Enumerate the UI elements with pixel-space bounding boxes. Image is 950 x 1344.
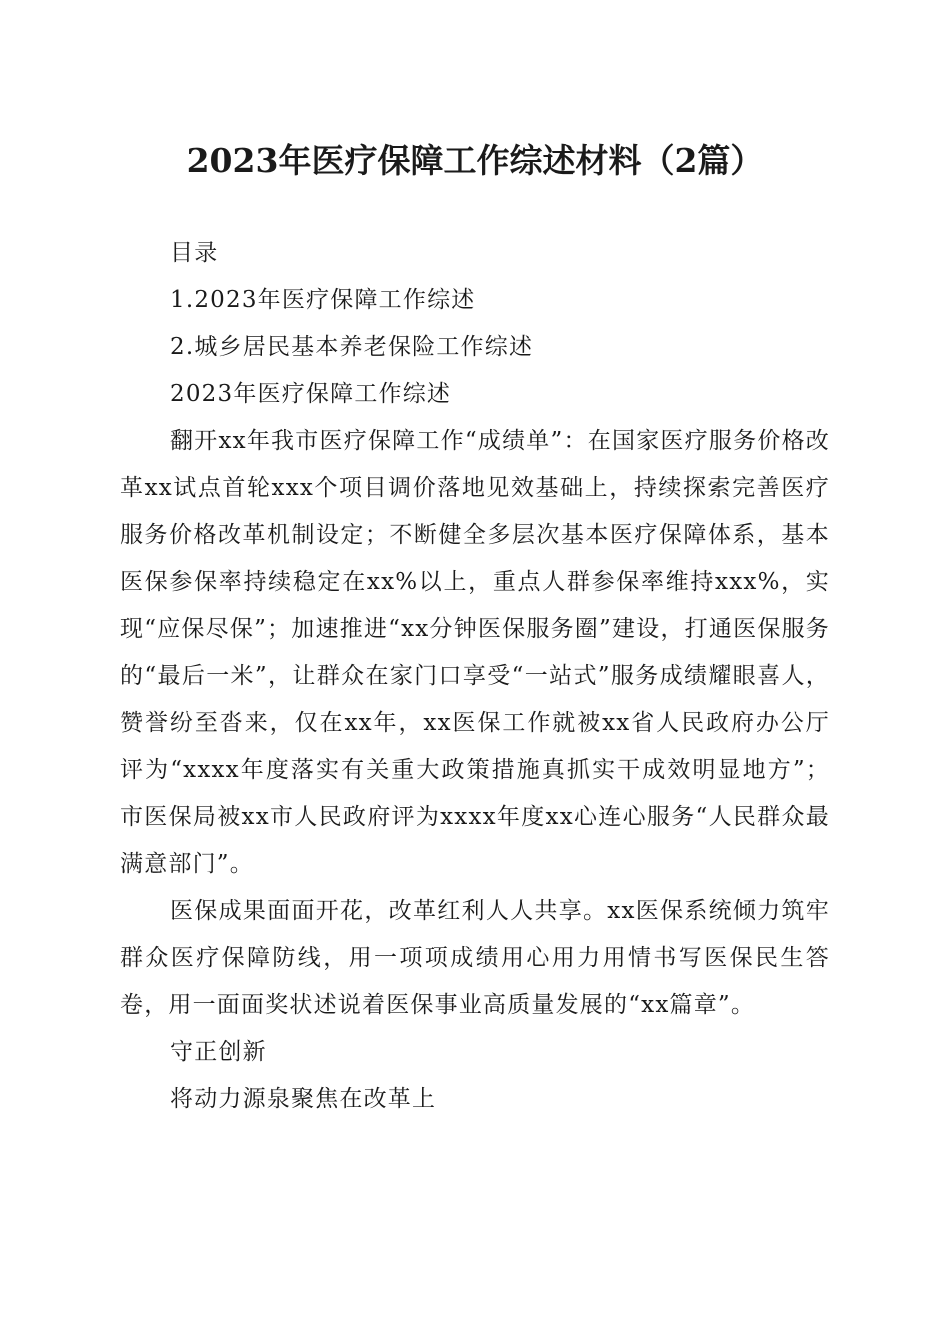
subheading-1: 守正创新 [170, 1039, 267, 1065]
paragraph-1: 翻开xx年我市医疗保障工作“成绩单”：在国家医疗服务价格改革xx试点首轮xxx个项目调价落地见效基础上，持续探索完善医疗服务价格改革机制设定；不断健全多层次基本医疗保障体系，基本医保参保率持续稳定在xx%以上，重点人群参保率维持xxx%，实现“应保尽保”；加速推进“xx分钟医保服务圈”建设，打通医保服务的“最后一米”，让群众在家门口享受“一站式”服务成绩耀眼喜人，赞誉纷至沓来，仅在xx年，xx医保工作就被xx省人民政府办公厅评为“xxxx年度落实有关重大政策措施真抓实干成效明显地方”；市医保局被xx市人民政府评为xxxx年度xx心连心服务“人民群众最满意部门”。 [120, 428, 830, 877]
document-body [120, 230, 830, 1123]
subheading-2: 将动力源泉聚焦在改革上 [170, 1086, 437, 1112]
toc-heading: 目录 [170, 240, 219, 266]
document-title: 2023年医疗保障工作综述材料（2篇） [186, 141, 764, 180]
paragraph-2: 医保成果面面开花，改革红利人人共享。xx医保系统倾力筑牢群众医疗保障防线，用一项项成绩用心用力用情书写医保民生答卷，用一面面奖状述说着医保事业高质量发展的“xx篇章”。 [120, 898, 830, 1018]
toc-item-1: 1.2023年医疗保障工作综述 [170, 287, 476, 313]
toc-item-2: 2.城乡居民基本养老保险工作综述 [170, 334, 534, 360]
section-title: 2023年医疗保障工作综述 [170, 381, 452, 407]
